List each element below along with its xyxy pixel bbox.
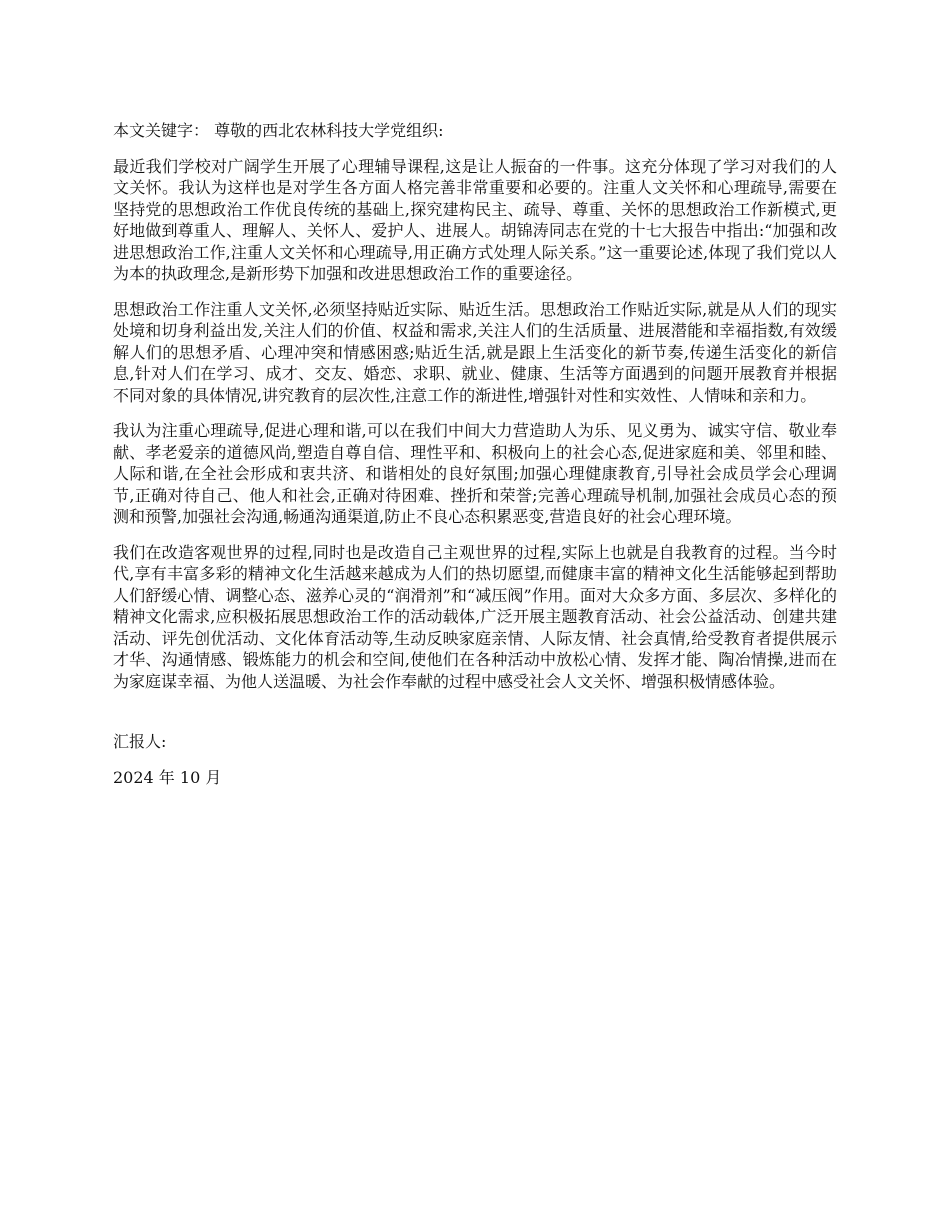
paragraph-1: 最近我们学校对广阔学生开展了心理辅导课程,这是让人振奋的一件事。这充分体现了学习对我们的人文关怀。我认为这样也是对学生各方面人格完善非常重要和必要的。注重人文关怀和心理疏导,需要在坚持党的思想政治工作优良传统的基础上,探究建构民主、疏导、尊重、关怀的思想政治工作新模式,更好地做到尊重人、理解人、关怀人、爱护人、进展人。胡锦涛同志在党的十七大报告中指出:“加强和改进思想政治工作,注重人文关怀和心理疏导,用正确方式处理人际关系。”这一重要论述,体现了我们党以人为本的执政理念,是新形势下加强和改进思想政治工作的重要途径。 [113, 156, 837, 283]
paragraph-2: 思想政治工作注重人文关怀,必须坚持贴近实际、贴近生活。思想政治工作贴近实际,就是从人们的现实处境和切身利益出发,关注人们的价值、权益和需求,关注人们的生活质量、进展潜能和幸福指数,有效缓解人们的思想矛盾、心理冲突和情感困惑;贴近生活,就是跟上生活变化的新节奏,传递生活变化的新信息,针对人们在学习、成才、交友、婚恋、求职、就业、健康、生活等方面遇到的问题开展教育并根据不同对象的具体情况,讲究教育的层次性,注意工作的渐进性,增强针对性和实效性、人情味和亲和力。 [113, 299, 837, 405]
document-page [113, 120, 837, 802]
report-date: 2024 年 10 月 [113, 767, 222, 787]
paragraph-4: 我们在改造客观世界的过程,同时也是改造自己主观世界的过程,实际上也就是自我教育的过程。当今时代,享有丰富多彩的精神文化生活越来越成为人们的热切愿望,而健康丰富的精神文化生活能够起到帮助人们舒缓心情、调整心态、滋养心灵的“润滑剂”和“减压阀”作用。面对大众多方面、多层次、多样化的精神文化需求,应积极拓展思想政治工作的活动载体,广泛开展主题教育活动、社会公益活动、创建共建活动、评先创优活动、文化体育活动等,生动反映家庭亲情、人际友情、社会真情,给受教育者提供展示才华、沟通情感、锻炼能力的机会和空间,使他们在各种活动中放松心情、发挥才能、陶冶情操,进而在为家庭谋幸福、为他人送温暖、为社会作奉献的过程中感受社会人文关怀、增强积极情感体验。 [113, 542, 837, 691]
header-line [113, 120, 837, 142]
reporter-label: 汇报人: [113, 732, 167, 751]
paragraph-3: 我认为注重心理疏导,促进心理和谐,可以在我们中间大力营造助人为乐、见义勇为、诚实守信、敬业奉献、孝老爱亲的道德风尚,塑造自尊自信、理性平和、积极向上的社会心态,促进家庭和美、邻里和睦、人际和谐,在全社会形成和衷共济、和谐相处的良好氛围;加强心理健康教育,引导社会成员学会心理调节,正确对待自己、他人和社会,正确对待困难、挫折和荣誉;完善心理疏导机制,加强社会成员心态的预测和预警,加强社会沟通,畅通沟通渠道,防止不良心态积累恶变,营造良好的社会心理环境。 [113, 421, 837, 526]
spacer [113, 706, 837, 731]
keyword-label: 本文关键字： [113, 121, 210, 140]
salutation: 尊敬的西北农林科技大学党组织: [214, 121, 444, 140]
